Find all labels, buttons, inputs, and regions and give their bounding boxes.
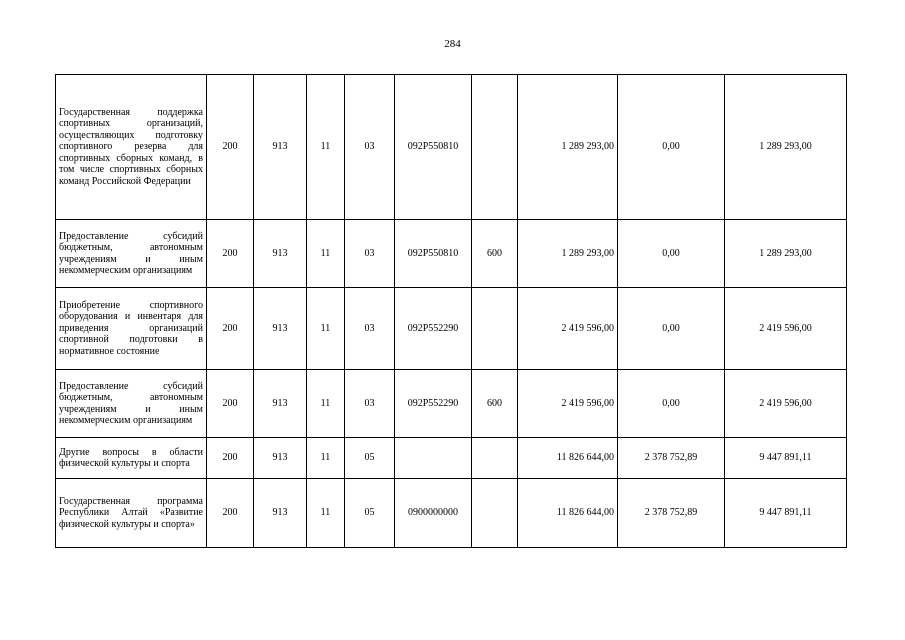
cell-code-5: 0900000000 xyxy=(395,479,472,548)
table-row xyxy=(56,438,847,479)
cell-value-3: 1 289 293,00 xyxy=(725,75,847,220)
cell-value-1: 2 419 596,00 xyxy=(518,288,618,370)
table-row xyxy=(56,75,847,220)
cell-code-6 xyxy=(472,75,518,220)
cell-value-2: 2 378 752,89 xyxy=(618,438,725,479)
cell-code-2: 913 xyxy=(254,438,307,479)
budget-table xyxy=(55,74,847,548)
cell-code-2: 913 xyxy=(254,75,307,220)
table-row xyxy=(56,479,847,548)
cell-code-3: 11 xyxy=(307,75,345,220)
cell-code-3: 11 xyxy=(307,438,345,479)
cell-code-4: 05 xyxy=(345,479,395,548)
cell-code-4: 03 xyxy=(345,288,395,370)
cell-code-3: 11 xyxy=(307,220,345,288)
cell-code-6 xyxy=(472,288,518,370)
cell-code-1: 200 xyxy=(207,479,254,548)
cell-code-6 xyxy=(472,438,518,479)
cell-code-6: 600 xyxy=(472,370,518,438)
cell-code-3: 11 xyxy=(307,479,345,548)
cell-code-4: 05 xyxy=(345,438,395,479)
cell-value-1: 11 826 644,00 xyxy=(518,479,618,548)
cell-value-3: 1 289 293,00 xyxy=(725,220,847,288)
row-name: Предоставление субсидий бюджетным, автономным учреждениям и иным некоммерческим организациям xyxy=(56,370,207,438)
cell-code-1: 200 xyxy=(207,370,254,438)
row-name: Другие вопросы в области физической культуры и спорта xyxy=(56,438,207,479)
cell-code-4: 03 xyxy=(345,220,395,288)
cell-code-4: 03 xyxy=(345,370,395,438)
row-name: Приобретение спортивного оборудования и инвентаря для приведения организаций спортивной подготовки в нормативное состояние xyxy=(56,288,207,370)
cell-value-1: 2 419 596,00 xyxy=(518,370,618,438)
cell-code-6 xyxy=(472,479,518,548)
cell-code-3: 11 xyxy=(307,288,345,370)
cell-code-5: 092P550810 xyxy=(395,220,472,288)
cell-value-3: 9 447 891,11 xyxy=(725,479,847,548)
row-name: Государственная программа Республики Алтай «Развитие физической культуры и спорта» xyxy=(56,479,207,548)
cell-code-5: 092P552290 xyxy=(395,288,472,370)
cell-value-2: 0,00 xyxy=(618,288,725,370)
cell-code-2: 913 xyxy=(254,479,307,548)
cell-value-3: 9 447 891,11 xyxy=(725,438,847,479)
cell-value-2: 0,00 xyxy=(618,75,725,220)
row-name: Предоставление субсидий бюджетным, автономным учреждениям и иным некоммерческим организациям xyxy=(56,220,207,288)
page-number: 284 xyxy=(444,38,461,50)
cell-value-2: 0,00 xyxy=(618,370,725,438)
cell-code-2: 913 xyxy=(254,220,307,288)
table-row xyxy=(56,220,847,288)
cell-value-3: 2 419 596,00 xyxy=(725,370,847,438)
cell-code-2: 913 xyxy=(254,288,307,370)
cell-code-1: 200 xyxy=(207,288,254,370)
cell-code-1: 200 xyxy=(207,220,254,288)
cell-value-1: 1 289 293,00 xyxy=(518,75,618,220)
cell-code-2: 913 xyxy=(254,370,307,438)
cell-value-2: 0,00 xyxy=(618,220,725,288)
cell-code-4: 03 xyxy=(345,75,395,220)
cell-code-5: 092P552290 xyxy=(395,370,472,438)
cell-code-5: 092P550810 xyxy=(395,75,472,220)
cell-code-3: 11 xyxy=(307,370,345,438)
cell-code-6: 600 xyxy=(472,220,518,288)
cell-code-5 xyxy=(395,438,472,479)
table-row xyxy=(56,288,847,370)
row-name: Государственная поддержка спортивных организаций, осуществляющих подготовку спортивного резерва для спортивных сборных команд, в том числе спортивных сборных команд Российской Федерации xyxy=(56,75,207,220)
cell-code-1: 200 xyxy=(207,438,254,479)
cell-value-1: 11 826 644,00 xyxy=(518,438,618,479)
cell-value-2: 2 378 752,89 xyxy=(618,479,725,548)
cell-value-3: 2 419 596,00 xyxy=(725,288,847,370)
cell-code-1: 200 xyxy=(207,75,254,220)
cell-value-1: 1 289 293,00 xyxy=(518,220,618,288)
table-row xyxy=(56,370,847,438)
